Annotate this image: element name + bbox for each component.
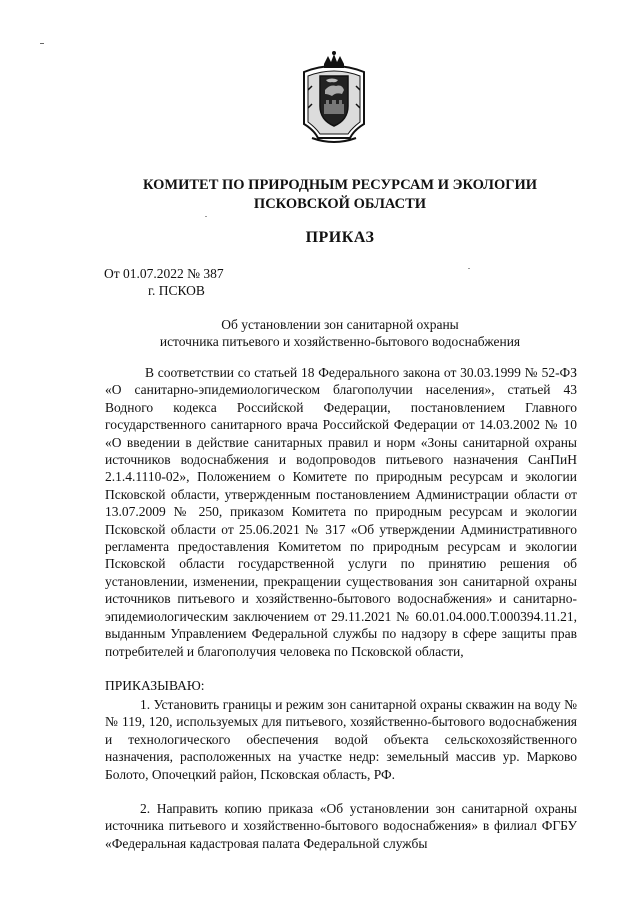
order-item-2: 2. Направить копию приказа «Об установлении зон санитарной охраны источника питьевого и хозяйственно-бытового водоснабжения» в филиал ФГБУ «Федеральная кадастровая палата Федеральной службы [105, 801, 577, 851]
date-and-number: От 01.07.2022 № 387 [104, 266, 224, 281]
preamble-block [105, 364, 577, 660]
scan-mark [40, 43, 44, 44]
item-2-block [105, 800, 577, 852]
preamble-paragraph: В соответствии со статьей 18 Федерального закона от 30.03.1999 № 52-ФЗ «О санитарно-эпидемиологическом благополучии населения», статьей 43 Водного кодекса Российской Федерации, постановлением Главного государственного санитарного врача Российской Федерации от 14.03.2002 № 10 «О введении в действие санитарных правил и норм «Зоны санитарной охраны источников водоснабжения и водопроводов питьевого назначения СанПиН 2.1.4.1110-02», Положением о Комитете по природным ресурсам и экологии Псковской области, утвержденным постановлением Администрации области от 13.07.2009 № 250, приказом Комитета по природным ресурсам и экологии Псковской области от 25.06.2021 № 317 «Об утверждении Административного регламента предоставления Комитетом по природным ресурсам и экологии Псковской области государственной услуги по принятию решения об установлении, изменении, прекращении существования зон санитарной охраны источников питьевого и хозяйственно-бытового водоснабжения» и санитарно-эпидемиологическим заключением от 29.11.2021 № 60.01.04.000.Т.000394.11.21, выданным Управлением Федеральной службы по надзору в сфере защиты прав потребителей и благополучия человека по Псковской области, [105, 365, 577, 659]
item-1-block [105, 696, 577, 783]
org-line-1: КОМИТЕТ ПО ПРИРОДНЫМ РЕСУРСАМ И ЭКОЛОГИИ [142, 177, 538, 193]
organization-title [60, 176, 620, 214]
document-subject [60, 316, 620, 350]
org-line-2: ПСКОВСКОЙ ОБЛАСТИ [253, 196, 427, 212]
subject-line-1: Об установлении зон санитарной охраны [221, 317, 459, 332]
city: г. ПСКОВ [148, 283, 205, 298]
order-word: ПРИКАЗЫВАЮ: [105, 678, 205, 693]
coat-of-arms-emblem [298, 50, 370, 146]
subject-line-2: источника питьевого и хозяйственно-бытового водоснабжения [159, 334, 521, 349]
scan-mark [468, 268, 470, 269]
document-type: ПРИКАЗ [305, 229, 375, 246]
scan-mark [205, 216, 207, 217]
order-item-1: 1. Установить границы и режим зон санитарной охраны скважин на воду №№ 119, 120, используемых для питьевого, хозяйственно-бытового водоснабжения и технологического обеспечения водой объекта сельскохозяйственного назначения, расположенных на участке недр: земельный массив ур. Марково Болото, Опочецкий район, Псковская область, РФ. [105, 697, 577, 782]
